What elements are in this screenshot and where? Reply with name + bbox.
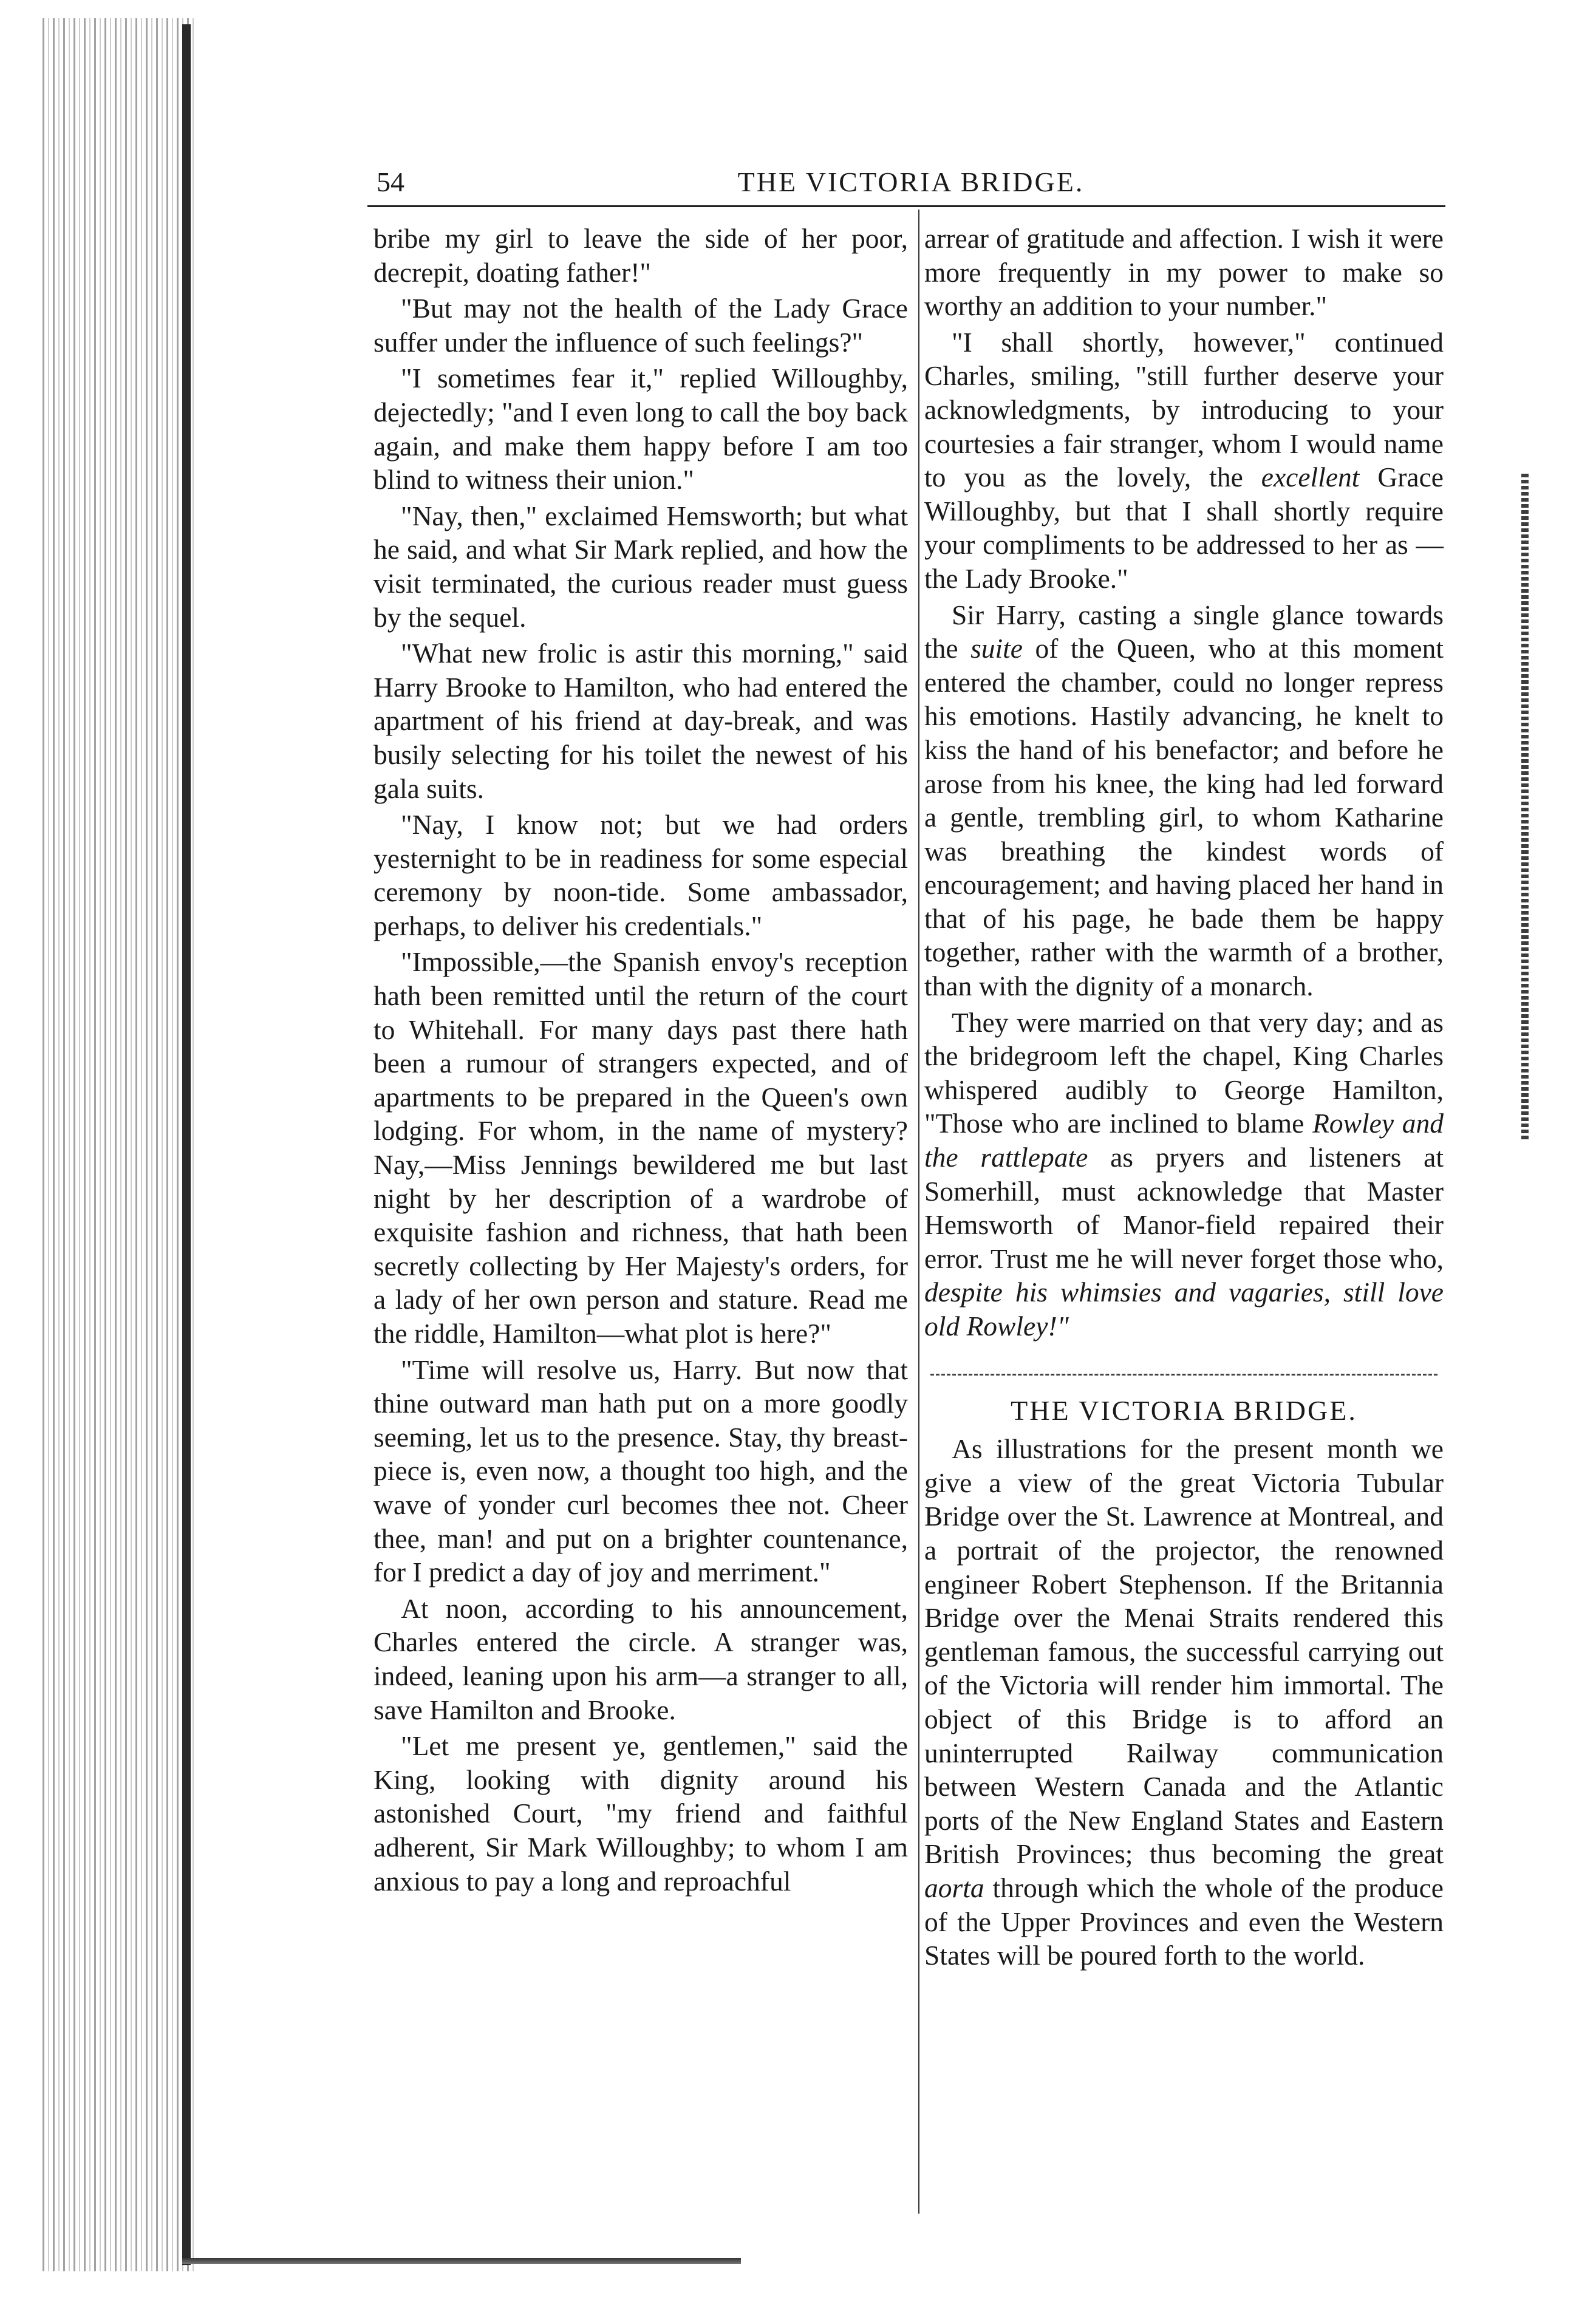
section-divider	[930, 1374, 1437, 1376]
paragraph: arrear of gratitude and affection. I wish it were more frequently in my power to make so worthy an addition to your number."	[924, 223, 1444, 322]
paragraph: "Let me present ye, gentlemen," said the King, looking with dignity around his astonished Court, "my friend and faithful adherent, Sir Mark Willoughby; to whom I am anxious to pay a long and reproachful	[373, 1730, 908, 1897]
paragraph	[924, 598, 1444, 1003]
italic-run: Rowley and the rattlepate	[924, 1108, 1444, 1173]
running-title: THE VICTORIA BRIDGE.	[737, 166, 1085, 197]
paragraph: "But may not the health of the Lady Grace suffer under the influence of such feelings?"	[373, 293, 908, 358]
paragraph: "Nay, then," exclaimed Hemsworth; but what he said, and what Sir Mark replied, and how the visit terminated, the curious reader must guess by the sequel.	[373, 500, 908, 633]
paragraph: "Impossible,—the Spanish envoy's reception hath been remitted until the return of the court to Whitehall. For many days past there hath been a rumour of strangers expected, and of apartments to be prepared in the Queen's own lodging. For whom, in the name of mystery? Nay,—Miss Jennings bewildered me but last night by her description of a wardrobe of exquisite fashion and richness, that hath been secretly collecting by Her Majesty's orders, for a lady of her own person and stature. Read me the riddle, Hamilton—what plot is here?"	[373, 946, 908, 1349]
italic-run: suite	[970, 633, 1023, 664]
right-edge-marks	[1521, 474, 1529, 1142]
text-run: through which the whole of the produce of the Upper Provinces and even the Western States will be poured forth to the world.	[924, 1872, 1444, 1971]
text-run: as pryers and listeners at Somerhill, must acknowledge that Master Hemsworth of Manor-field repaired their error. Trust me he will never forget those who,	[924, 1142, 1444, 1274]
page-number: 54	[377, 166, 404, 197]
right-column	[924, 222, 1444, 1975]
text-run: of the Queen, who at this moment entered the chamber, could no longer repress his emotions. Hastily advancing, he knelt to kiss the hand of his benefactor; and before he arose from his knee, the king had led forward a gentle, trembling girl, to whom Katharine was breathing the kindest words of encouragement; and having placed her hand in that of his page, he bade them be happy together, rather with the warmth of a brother, than with the dignity of a monarch.	[924, 633, 1444, 1002]
paragraph: "Time will resolve us, Harry. But now that thine outward man hath put on a more goodly seeming, let us to the presence. Stay, thy breast-piece is, even now, a thought too high, and the wave of yonder curl becomes thee not. Cheer thee, man! and put on a brighter countenance, for I predict a day of joy and merriment."	[373, 1354, 908, 1588]
column-divider	[918, 210, 919, 2214]
paragraph: bribe my girl to leave the side of her poor, decrepit, doating father!"	[373, 223, 908, 288]
section-heading: THE VICTORIA BRIDGE.	[1011, 1394, 1357, 1426]
text-run: Sir Harry, casting a single glance towards the	[924, 599, 1444, 664]
text-run: They were married on that very day; and as the bridegroom left the chapel, King Charles whispered audibly to George Hamilton, "Those who are inclined to blame	[924, 1006, 1444, 1139]
italic-run: aorta	[924, 1872, 984, 1903]
italic-run: despite his whimsies and vagaries, still love old Rowley!"	[924, 1277, 1444, 1342]
left-column	[373, 222, 908, 1900]
text-run: As illustrations for the present month we give a view of the great Victoria Tubular Bridge over the St. Lawrence at Montreal, and a portrait of the projector, the renowned engineer Robert Stephenson. If the Britannia Bridge over the Menai Straits rendered this gentleman famous, the successful carrying out of the Victoria will render him immortal. The object of this Bridge is to afford an uninterrupted Railway communication between Western Canada and the Atlantic ports of the New England States and Eastern British Provinces; thus becoming the great	[924, 1433, 1444, 1870]
binding-edge-line	[182, 24, 191, 2265]
text-run: Grace Willoughby, but that I shall shortly require your compliments to be addressed to her as —the Lady Brooke."	[924, 462, 1444, 594]
binding-gutter	[43, 18, 194, 2271]
paragraph: "Nay, I know not; but we had orders yesternight to be in readiness for some especial ceremony by noon-tide. Some ambassador, perhaps, to deliver his credentials."	[373, 809, 908, 941]
paragraph	[924, 1006, 1444, 1343]
paragraph: "What new frolic is astir this morning," said Harry Brooke to Hamilton, who had entered the apartment of his friend at day-break, and was busily selecting for his toilet the newest of his gala suits.	[373, 638, 908, 804]
page-header	[377, 164, 1445, 206]
header-rule	[367, 205, 1445, 207]
italic-run: excellent	[1261, 462, 1360, 493]
paragraph	[924, 326, 1444, 596]
paragraph	[924, 1432, 1444, 1973]
bottom-edge-rule	[182, 2258, 741, 2264]
paragraph: At noon, according to his announcement, Charles entered the circle. A stranger was, indeed, leaning upon his arm—a stranger to all, save Hamilton and Brooke.	[373, 1592, 908, 1725]
text-run: "I shall shortly, however," continued Charles, smiling, "still further deserve your acknowledgments, by introducing to your courtesies a fair stranger, whom I would name to you as the lovely, the	[924, 326, 1444, 493]
paragraph: "I sometimes fear it," replied Willoughby, dejectedly; "and I even long to call the boy back again, and make them happy before I am too blind to witness their union."	[373, 363, 908, 496]
